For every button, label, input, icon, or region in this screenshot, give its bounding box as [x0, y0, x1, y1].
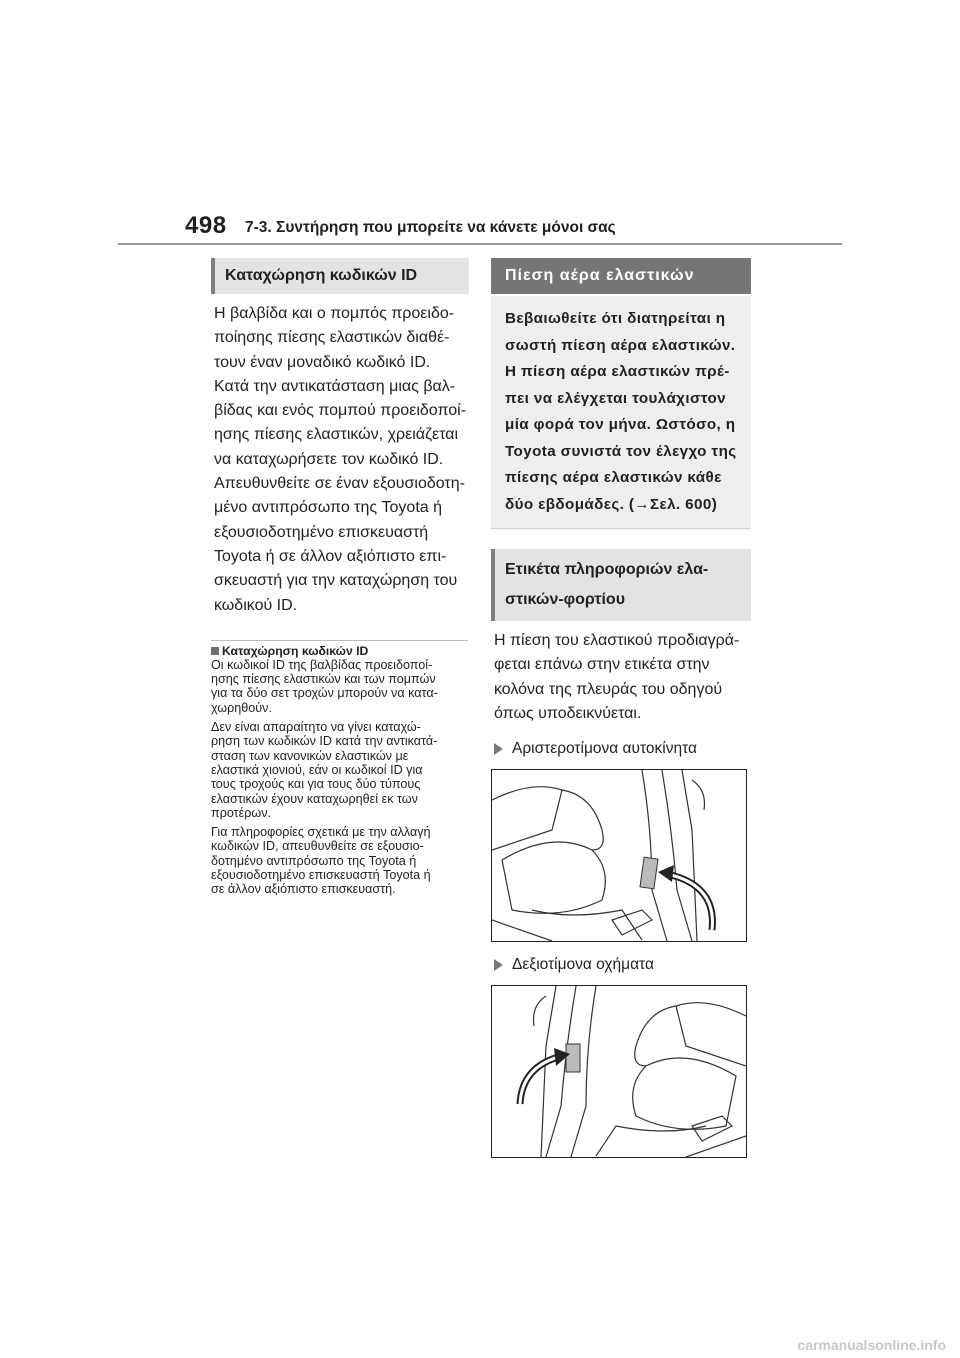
- text-line: κωδικού ID.: [214, 596, 298, 614]
- text-line: όπως υποδεικνύεται.: [494, 704, 642, 722]
- caution-line: Η πίεση αέρα ελαστικών πρέ-: [505, 363, 730, 380]
- text-line: Η πίεση του ελαστικού προδιαγρά-: [494, 632, 740, 649]
- note-line: ησης πίεσης ελαστικών και των πομπών: [211, 672, 436, 687]
- caution-line: δύο εβδομάδες. (→Σελ. 600): [505, 495, 718, 513]
- note-line: Οι κωδικοί ID της βαλβίδας προειδοποί-: [211, 657, 433, 672]
- section-heading-tire-label: [491, 549, 751, 621]
- note-paragraph: [211, 658, 469, 715]
- bullet-lhd: [494, 740, 751, 758]
- note-line: τους τροχούς και για τους δύο τύπους: [211, 777, 421, 792]
- caution-box: [491, 296, 751, 529]
- triangle-bullet-icon: [494, 743, 503, 755]
- figure-rhd-door-pillar: [491, 985, 747, 1158]
- text-line: τουν έναν μοναδικό κωδικό ID.: [214, 353, 431, 371]
- caution-line: Toyota συνιστά τον έλεγχο της: [505, 442, 737, 460]
- text-line: να καταχωρήσετε τον κωδικό ID.: [214, 450, 444, 468]
- bullet-label: Δεξιοτίμονα οχήματα: [512, 956, 654, 974]
- text-line: εξουσιοδοτημένο επισκευαστή: [214, 523, 429, 541]
- left-column: [211, 258, 469, 902]
- note-line: δοτημένο αντιπρόσωπο της Toyota ή: [211, 853, 417, 868]
- note-title: Καταχώρηση κωδικών ID: [222, 643, 369, 658]
- note-line: χωρηθούν.: [211, 700, 272, 715]
- bullet-rhd: [494, 956, 751, 974]
- text-line: φεται επάνω στην ετικέτα στην: [494, 656, 710, 674]
- note-line: προτέρων.: [211, 805, 272, 820]
- watermark: carmanualsonline.info: [797, 1337, 946, 1353]
- square-bullet-icon: [211, 647, 219, 655]
- note-line: Για πληροφορίες σχετικά με την αλλαγή: [211, 825, 431, 840]
- chapter-title: 7-3. Συντήρηση που μπορείτε να κάνετε μόνοι σας: [245, 219, 616, 236]
- note-line: σταση των κανονικών ελαστικών με: [211, 748, 409, 763]
- tire-label-text: [491, 629, 751, 726]
- caution-line: Βεβαιωθείτε ότι διατηρείται η: [505, 310, 726, 327]
- note-paragraph: [211, 825, 469, 896]
- text-line: ησης πίεσης ελαστικών, χρειάζεται: [214, 426, 459, 444]
- note-line: εξουσιοδοτημένο επισκευαστή Toyota ή: [211, 868, 431, 883]
- text-line: βίδας και ενός πομπού προειδοποί-: [214, 402, 467, 420]
- figure-lhd-door-pillar: [491, 769, 747, 942]
- note-heading: [211, 644, 469, 658]
- caution-line: πει να ελέγχεται τουλάχιστον: [505, 389, 727, 407]
- text-line: κολόνα της πλευράς του οδηγού: [494, 680, 723, 698]
- note-line: ελαστικών έχουν καταχωρηθεί εκ των: [211, 791, 418, 806]
- section-heading-tire-pressure: Πίεση αέρα ελαστικών: [491, 258, 751, 294]
- note-line: ρηση των κωδικών ID κατά την αντικατά-: [211, 734, 438, 749]
- note-line: ελαστικά χιονιού, εάν οι κωδικοί ID για: [211, 762, 423, 777]
- id-registration-text: [211, 302, 469, 618]
- note-line: για τα δύο σετ τροχών μπορούν να κατα-: [211, 686, 438, 701]
- note-line: Δεν είναι απαραίτητο να γίνει καταχώ-: [211, 720, 421, 735]
- note-line: σε άλλον αξιόπιστο επισκευαστή.: [211, 882, 396, 897]
- text-line: μένο αντιπρόσωπο της Toyota ή: [214, 499, 443, 517]
- triangle-bullet-icon: [494, 959, 503, 971]
- note-body: [211, 658, 469, 897]
- page-number: 498: [185, 212, 227, 239]
- heading-line: στικών-φορτίου: [505, 591, 626, 608]
- text-line: Απευθυνθείτε σε έναν εξουσιοδοτη-: [214, 475, 465, 493]
- caution-line: μία φορά τον μήνα. Ωστόσο, η: [505, 416, 736, 433]
- right-column: [491, 258, 751, 1158]
- note-divider: [211, 640, 468, 641]
- caution-line: σωστή πίεση αέρα ελαστικών.: [505, 336, 736, 354]
- seat-pillar-illustration-rhd: [492, 986, 746, 1157]
- text-line: σκευαστή για την καταχώρηση του: [214, 572, 458, 590]
- text-line: Κατά την αντικατάσταση μιας βαλ-: [214, 377, 456, 395]
- seat-pillar-illustration-lhd: [492, 770, 746, 941]
- text-line: Η βαλβίδα και ο πομπός προειδο-: [214, 305, 455, 322]
- header-divider: [118, 243, 842, 245]
- text-line: ποίησης πίεσης ελαστικών διαθέ-: [214, 329, 450, 347]
- bullet-label: Αριστεροτίμονα αυτοκίνητα: [512, 740, 697, 758]
- note-line: κωδικών ID, απευθυνθείτε σε εξουσιο-: [211, 839, 424, 854]
- note-paragraph: [211, 720, 469, 820]
- text-line: Toyota ή σε άλλον αξιόπιστο επι-: [214, 547, 447, 565]
- caution-line: πίεσης αέρα ελαστικών κάθε: [505, 469, 722, 486]
- heading-line: Ετικέτα πληροφοριών ελα-: [505, 561, 709, 578]
- section-heading-id-registration: Καταχώρηση κωδικών ID: [211, 258, 469, 294]
